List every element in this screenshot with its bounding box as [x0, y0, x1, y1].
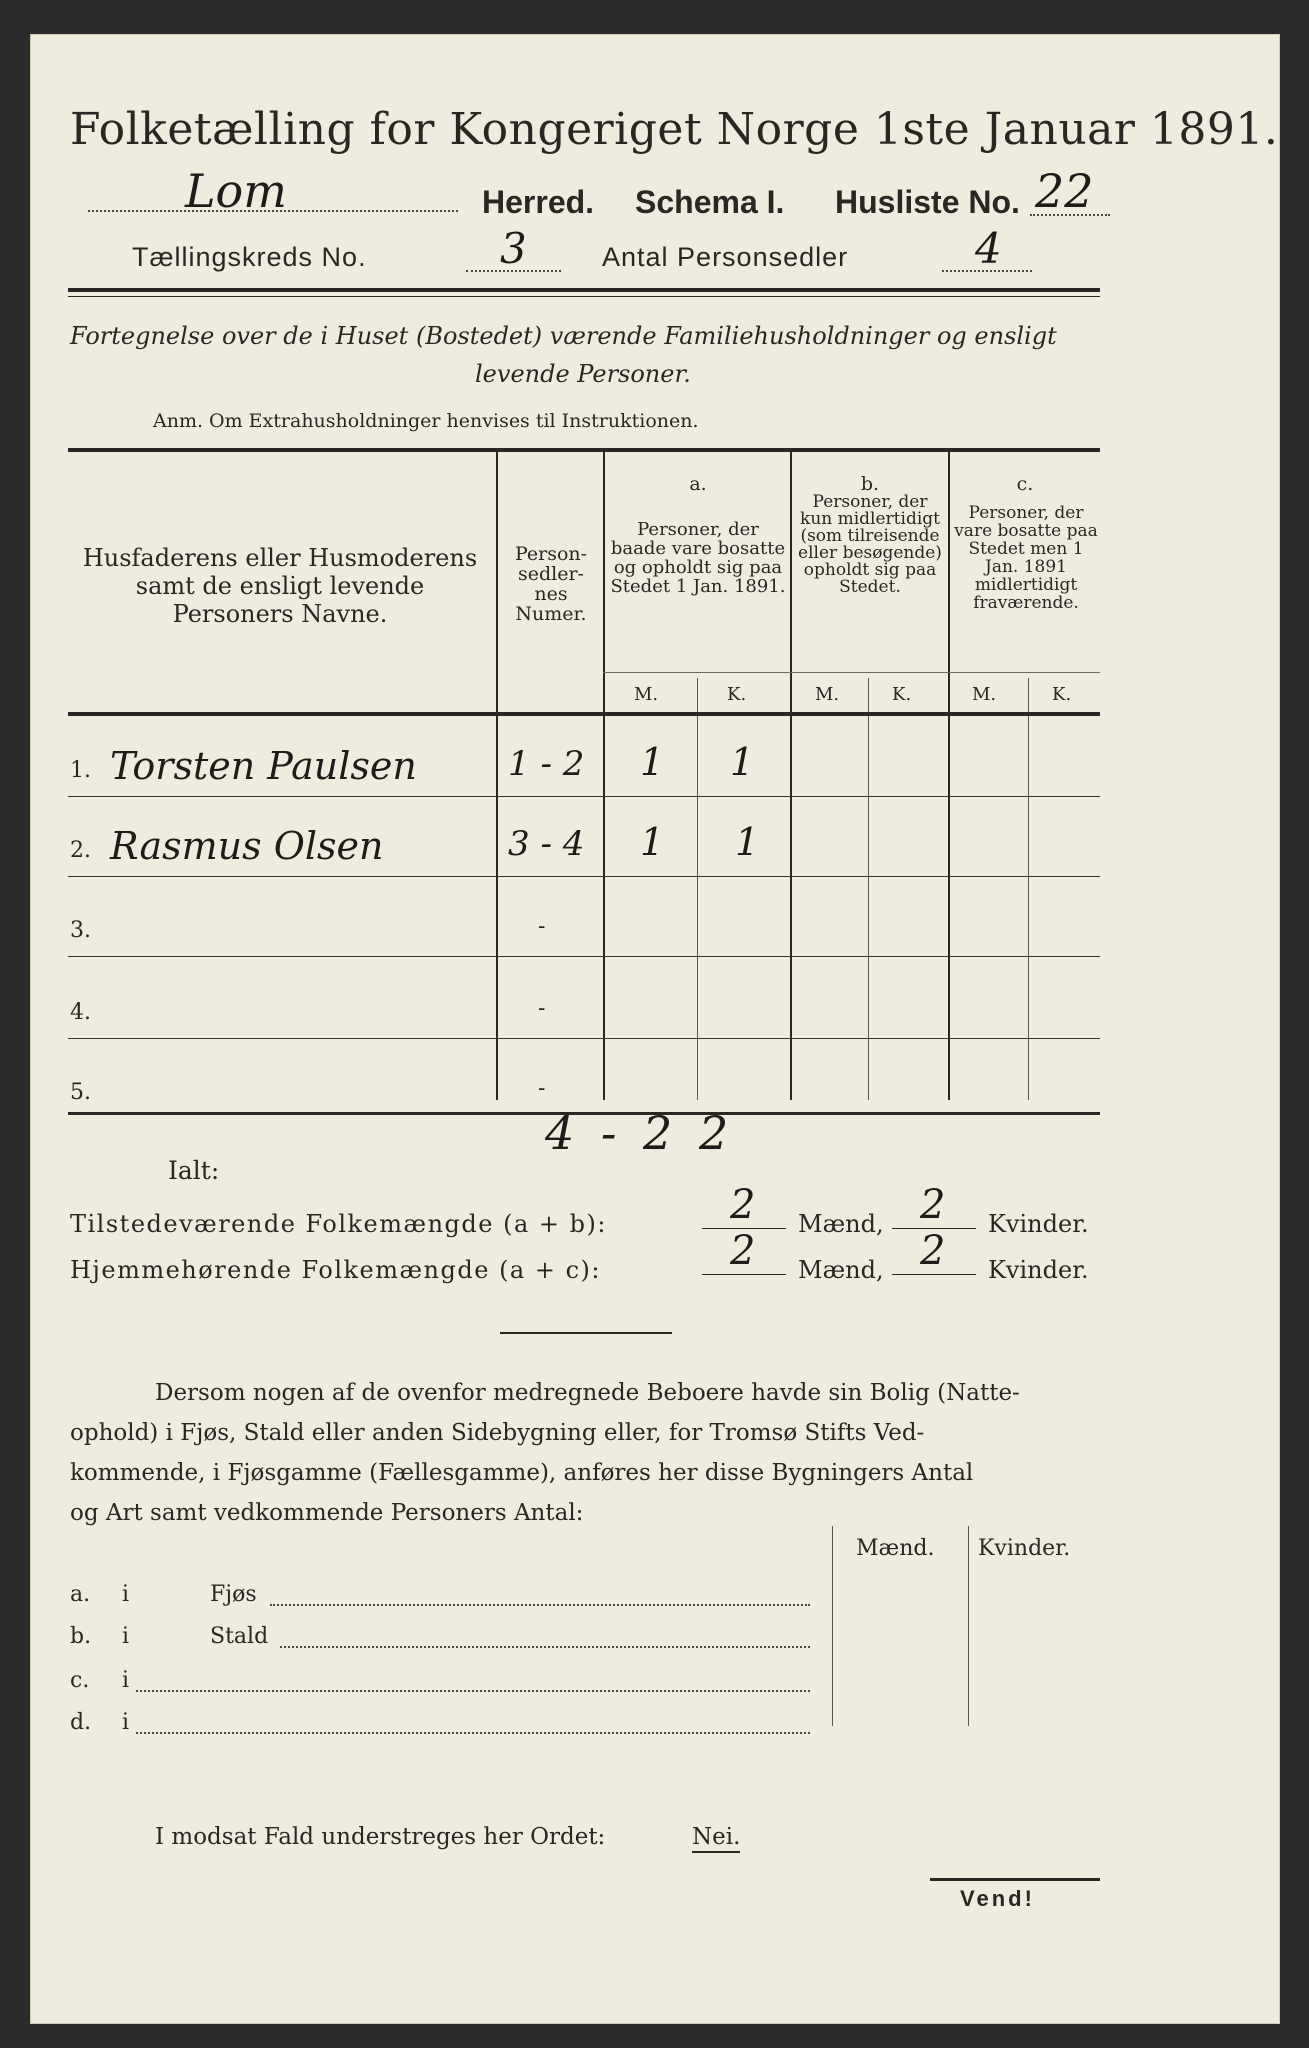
mk-split-a — [697, 678, 698, 1100]
col-c-m: M. — [972, 684, 997, 705]
col-b-letter: b. — [860, 473, 880, 495]
row-name: Torsten Paulsen — [110, 744, 417, 788]
herred-label: Herred. — [482, 184, 595, 220]
building-dotline — [280, 1646, 810, 1648]
building-i: i — [122, 1668, 130, 1693]
row-a-m: 1 — [640, 740, 665, 784]
intro-line-1: Fortegnelse over de i Huset (Bostedet) værende Familiehusholdninger og ensligt — [70, 322, 1057, 350]
summary-1-maend: Mænd, — [798, 1210, 884, 1238]
summary-2-kvinder: Kvinder. — [988, 1256, 1089, 1284]
header-rule-thin — [68, 296, 1100, 297]
table-header-bottom-rule — [68, 712, 1100, 716]
row-number: 2. — [70, 838, 91, 863]
row-number: 5. — [70, 1080, 91, 1105]
buildings-vline-1 — [832, 1526, 833, 1726]
building-dotline — [270, 1604, 810, 1606]
form-title: Folketælling for Kongeriget Norge 1ste Januar 1891. — [70, 104, 1279, 155]
kreds-value: 3 — [500, 224, 527, 273]
mk-divider-a — [603, 672, 790, 673]
summary-1-k: 2 — [920, 1182, 946, 1228]
summary-2-k-line — [892, 1274, 976, 1275]
nei-word: Nei. — [692, 1824, 740, 1853]
building-letter: b. — [70, 1624, 92, 1649]
vend-text: Vend! — [960, 1886, 1035, 1911]
mk-divider-c — [948, 672, 1100, 673]
personsedler-value: 4 — [975, 224, 1002, 273]
summary-1-m: 2 — [730, 1182, 756, 1228]
ialt-label: Ialt: — [168, 1156, 220, 1185]
row-line-3 — [68, 956, 1100, 957]
mk-split-c — [1028, 678, 1029, 1100]
col-header-a: Personer, der baade vare bosatte og opholdt sig paa Stedet 1 Jan. 1891. — [610, 519, 786, 597]
building-dotline — [136, 1732, 810, 1734]
modsat-text: I modsat Fald understreges her Ordet: — [155, 1824, 606, 1850]
building-label: Stald — [210, 1624, 269, 1649]
building-i: i — [122, 1624, 130, 1649]
intro-line-2: levende Personer. — [475, 360, 691, 388]
row-persons-num: - — [538, 996, 546, 1021]
buildings-p1: Dersom nogen af de ovenfor medregnede Beboere havde sin Bolig (Natte- — [155, 1380, 1020, 1406]
section-divider — [500, 1332, 672, 1334]
row-persons-num: - — [538, 914, 546, 939]
row-a-k: 1 — [735, 820, 760, 864]
summary-2-maend: Mænd, — [798, 1256, 884, 1284]
buildings-col-maend: Mænd. — [856, 1536, 935, 1561]
building-i: i — [122, 1710, 130, 1735]
building-letter: d. — [70, 1710, 92, 1735]
table-vline-2 — [603, 452, 605, 1100]
row-number: 4. — [70, 1000, 91, 1025]
col-header-c: Personer, der vare bosatte paa Stedet men 1 Jan. 1891 midlertidigt fraværende. — [954, 503, 1098, 613]
row-a-k: 1 — [730, 740, 755, 784]
col-a-m: M. — [634, 684, 659, 705]
mk-divider-b — [790, 672, 948, 673]
row-name: Rasmus Olsen — [110, 824, 384, 868]
row-a-m: 1 — [640, 820, 665, 864]
buildings-p2: ophold) i Fjøs, Stald eller anden Sidebygning eller, for Tromsø Stifts Ved- — [70, 1420, 925, 1446]
col-header-b: Personer, der kun midlertidigt (som tilreisende eller besøgende) opholdt sig paa Stedet. — [798, 492, 942, 597]
schema-label: Schema I. — [635, 184, 785, 220]
summary-2-k: 2 — [920, 1228, 946, 1274]
building-letter: a. — [70, 1582, 91, 1607]
col-b-m: M. — [815, 684, 840, 705]
herred-value: Lom — [185, 164, 287, 218]
col-header-name: Husfaderens eller Husmoderens samt de ensligt levende Personers Navne. — [82, 544, 478, 628]
table-vline-3 — [790, 452, 792, 1100]
husliste-value: 22 — [1035, 164, 1094, 218]
table-top-rule — [68, 448, 1100, 452]
building-i: i — [122, 1582, 130, 1607]
buildings-vline-2 — [968, 1526, 969, 1726]
personsedler-label: Antal Personsedler — [602, 242, 849, 272]
buildings-p4: og Art samt vedkommende Personers Antal: — [70, 1500, 584, 1526]
buildings-col-kvinder: Kvinder. — [978, 1536, 1071, 1561]
header-rule — [68, 288, 1100, 292]
kreds-label: Tællingskreds No. — [132, 242, 367, 272]
row-line-4 — [68, 1038, 1100, 1039]
row-number: 1. — [70, 758, 91, 783]
row-line-2 — [68, 876, 1100, 877]
totals-handwritten: 4 - 2 2 — [545, 1106, 735, 1160]
col-header-num: Person-sedler-nes Numer. — [514, 543, 588, 625]
row-persons-num: 3 - 4 — [508, 824, 585, 864]
col-a-letter: a. — [689, 473, 707, 495]
summary-2-m: 2 — [730, 1228, 756, 1274]
table-vline-1 — [496, 452, 498, 1100]
summary-line-1-label: Tilstedeværende Folkemængde (a + b): — [70, 1210, 607, 1238]
row-persons-num: - — [538, 1076, 546, 1101]
building-letter: c. — [70, 1668, 90, 1693]
row-line-1 — [68, 796, 1100, 797]
col-c-k: K. — [1052, 684, 1072, 705]
vend-rule — [930, 1878, 1100, 1881]
col-c-letter: c. — [1016, 473, 1034, 495]
row-persons-num: 1 - 2 — [508, 744, 585, 784]
summary-2-m-line — [702, 1274, 786, 1275]
building-dotline — [136, 1690, 810, 1692]
summary-line-2-label: Hjemmehørende Folkemængde (a + c): — [70, 1256, 601, 1284]
summary-1-kvinder: Kvinder. — [988, 1210, 1089, 1238]
buildings-p3: kommende, i Fjøsgamme (Fællesgamme), anføres her disse Bygningers Antal — [70, 1460, 974, 1486]
row-number: 3. — [70, 918, 91, 943]
husliste-label: Husliste No. — [835, 184, 1020, 220]
census-form — [30, 34, 1280, 2024]
col-a-k: K. — [727, 684, 747, 705]
mk-split-b — [868, 678, 869, 1100]
col-b-k: K. — [892, 684, 912, 705]
building-label: Fjøs — [210, 1582, 257, 1607]
table-vline-4 — [948, 452, 950, 1100]
anm-note: Anm. Om Extrahusholdninger henvises til Instruktionen. — [153, 410, 699, 432]
